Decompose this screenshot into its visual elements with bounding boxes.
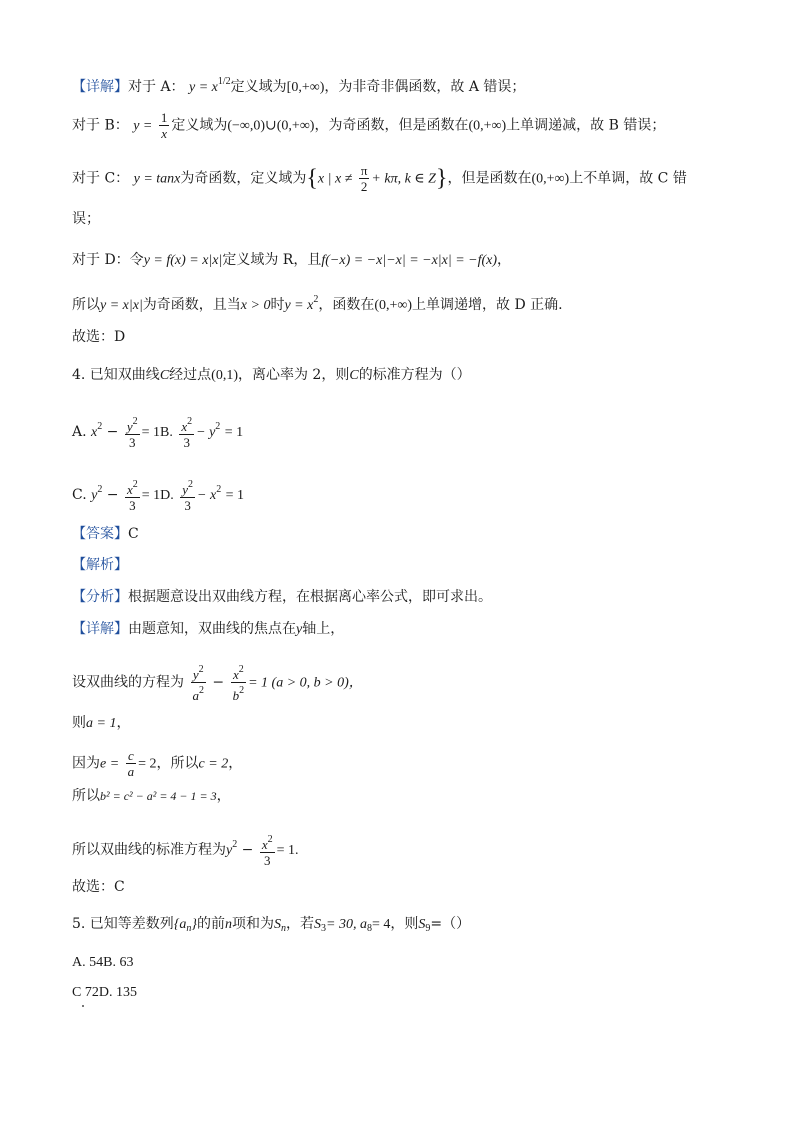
detail-b-fraction: $\frac{1}{x}$ bbox=[160, 110, 168, 141]
detail-b-func: y = bbox=[133, 118, 153, 134]
detail-a-domain: [0,+∞) bbox=[286, 80, 325, 95]
q4-analysis-label: 【解析】 bbox=[72, 557, 128, 573]
detail-b-text1: 定义域为 bbox=[171, 117, 228, 134]
q5-options-ab: A. 54B. 63 bbox=[72, 955, 134, 970]
q5-options-cd: C 72D. 135 bbox=[72, 985, 137, 1000]
stray-mark bbox=[82, 1005, 84, 1007]
detail-d-line: 对于 D：令y = f(x) = x|x|定义域为 R，且f(−x) = −x|−x| = −x|x| = −f(x)， bbox=[72, 252, 512, 268]
detail-b-text2: ，为奇函数，但是函数在 bbox=[314, 117, 469, 134]
q5-stem: 5. 已知等差数列$\{a_n\}$的前n项和为$S_n$，若$S_3= 30$, $a_8= 4$，则$S_9=()$ bbox=[72, 916, 471, 934]
detail-a-line bbox=[72, 72, 525, 98]
q4-choose: 故选：C bbox=[72, 879, 125, 895]
right-brace-icon: } bbox=[435, 165, 448, 192]
detail-a-prefix: 对于 A： bbox=[128, 79, 185, 95]
detail-c-wrap: 误； bbox=[72, 211, 100, 227]
detail-b-text3: 上单调递减，故 B 错误； bbox=[506, 117, 666, 134]
detail-b-interval: (0,+∞) bbox=[468, 118, 507, 134]
detail-d-text1: 定义域为 R，且 bbox=[222, 252, 322, 268]
detail-a-text2: ，为非奇非偶函数，故 A 错误； bbox=[324, 79, 526, 95]
q4-fenxi: 【分析】根据题意设出双曲线方程，在根据离心率公式，即可求出。 bbox=[72, 589, 492, 605]
q4-detail: 【详解】由题意知，双曲线的焦点在y轴上， bbox=[72, 621, 345, 637]
detail-d-prefix: 对于 D：令 bbox=[72, 252, 144, 268]
q4-step3: 因为e = $\frac{c}{a}$ = 2，所以c = 2， bbox=[72, 748, 243, 779]
detail-b-line bbox=[72, 110, 665, 141]
detail-c-func: y = tanx bbox=[133, 171, 181, 187]
q4-answer: 【答案】C bbox=[72, 526, 139, 542]
answer-q3: 故选：D bbox=[72, 329, 126, 345]
detail-a-func: y = x bbox=[189, 80, 218, 95]
detail-b-prefix: 对于 B： bbox=[72, 117, 129, 134]
detail-b-domain: (−∞,0)∪(0,+∞) bbox=[227, 118, 315, 134]
q4-step1: 设双曲线的方程为 $\frac{y^2}{a^2}$ − $\frac{x^2}{b^2}$ = 1 (a > 0, b > 0)， bbox=[72, 664, 363, 703]
detail-a-text1: 定义域为 bbox=[230, 79, 287, 95]
q4-options-cd: C. $y^2$ − $\frac{x^2}{3}$ = 1D. $\frac{y^2}{3}$ − $x^2 = 1$ bbox=[72, 479, 245, 513]
q4-stem: 4. 已知双曲线C经过点(0,1)，离心率为 2，则C的标准方程为（） bbox=[72, 367, 471, 383]
q4-step5: 所以双曲线的标准方程为$y^2$ − $\frac{x^2}{3}$ = 1. bbox=[72, 834, 299, 868]
left-brace-icon: { bbox=[306, 165, 318, 192]
detail-c-text3: 上不单调，故 C 错 bbox=[569, 170, 687, 187]
detail-c-fraction: $\frac{\pi}{2}$ bbox=[360, 163, 368, 194]
q4-step4: 所以b² = c² − a² = 4 − 1 = 3， bbox=[72, 788, 231, 804]
detail-d-identity: f(−x) = −x|−x| = −x|x| = −f(x) bbox=[321, 253, 498, 268]
detail-c-interval: (0,+∞) bbox=[531, 171, 570, 187]
q4-options-ab: A. $x^2$ − $\frac{y^2}{3}$ = 1B. $\frac{x^2}{3}$ − $y^2 = 1$ bbox=[72, 416, 244, 450]
detail-d-func: y = f(x) = x|x| bbox=[143, 253, 223, 268]
q4-step2: 则a = 1， bbox=[72, 715, 131, 731]
detail-c-text2: ，但是函数在 bbox=[447, 170, 532, 187]
detail-c-text1: 为奇函数，定义域为 bbox=[180, 170, 307, 187]
detail-a-exp: 1/2 bbox=[217, 76, 231, 87]
detail-c-prefix: 对于 C： bbox=[72, 170, 130, 187]
detail-c-set-right: + kπ, k ∈ Z bbox=[371, 171, 436, 187]
detail-c-line bbox=[72, 163, 687, 194]
detail-label: 【详解】 bbox=[72, 79, 128, 95]
detail-d-line2: 所以y = x|x|为奇函数，且当x > 0时$y = x^2$，函数在(0,+∞)上单调递增，故 D 正确. bbox=[72, 294, 563, 313]
detail-c-set-left: x | x ≠ bbox=[317, 171, 353, 187]
